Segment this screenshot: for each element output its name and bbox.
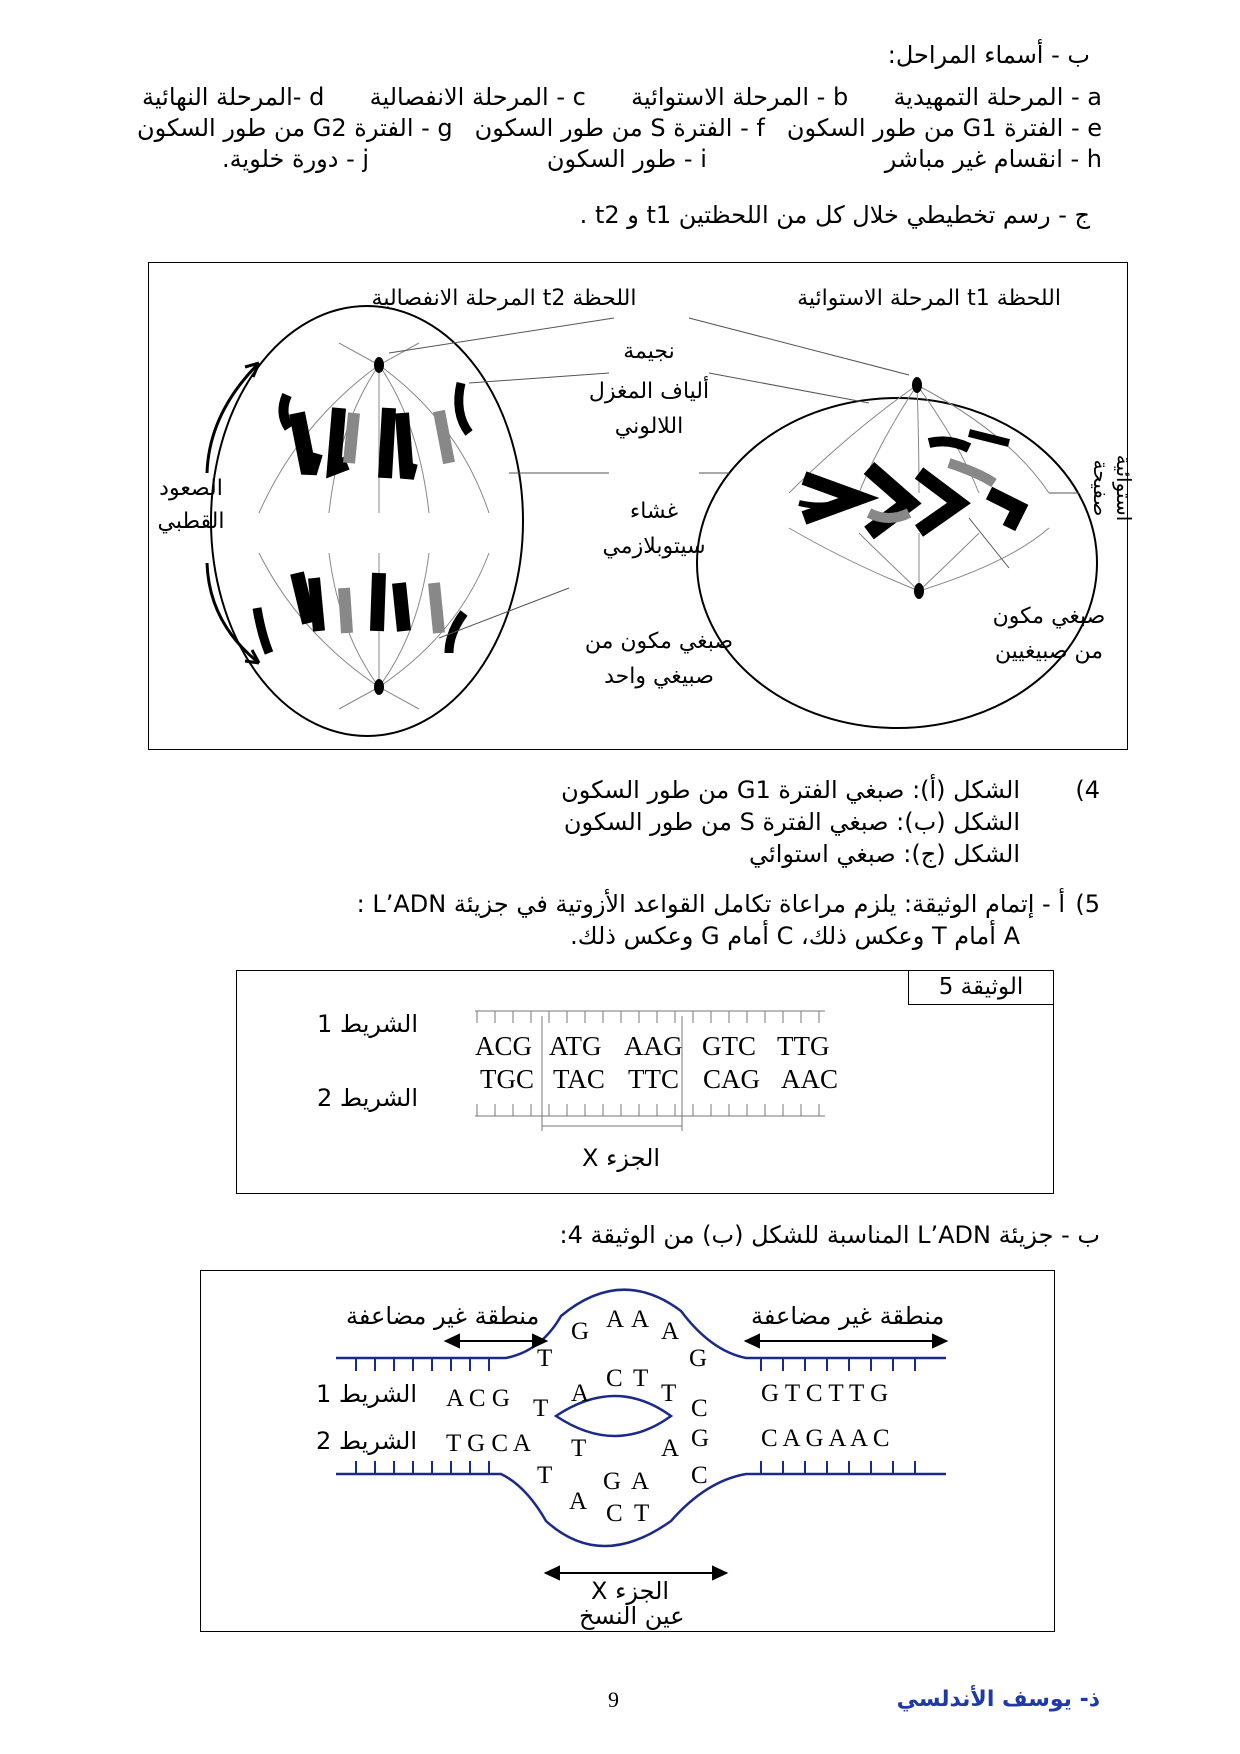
bubble-base: C — [691, 1462, 708, 1489]
document5-title: الوثيقة 5 — [908, 971, 1053, 1005]
anaphase-chromosomes-top — [283, 383, 469, 478]
bubble-base: A — [606, 1306, 625, 1333]
phases-row-1 — [142, 82, 1102, 112]
metaphase-chromosomes — [799, 433, 1019, 533]
anaphase-cell — [211, 306, 523, 736]
bubble-base: A — [631, 1468, 650, 1495]
bubble-base: C — [606, 1500, 623, 1527]
diagram-heading: ج - رسم تخطيطي خلال كل من اللحظتين t1 و t2 . — [579, 201, 1090, 229]
bubble-base: G — [691, 1425, 710, 1452]
strand2-left: T G C A — [446, 1430, 531, 1457]
strand2-right: C A G A A C — [761, 1425, 890, 1452]
doc5-strand1-sequence — [475, 1031, 829, 1061]
centriole-top — [374, 357, 384, 373]
bubble-bases — [533, 1306, 709, 1527]
centriole-bottom — [374, 679, 384, 695]
section4-number: 4) — [1075, 776, 1100, 804]
bubble-base: C — [691, 1395, 708, 1422]
metaphase-centriole-top — [912, 377, 922, 393]
eye-label: عين النسخ — [579, 1602, 685, 1630]
phase-j: j - دورة خلوية. — [222, 145, 370, 173]
label-spindle-1: ألياف المغزل — [588, 379, 710, 404]
section4-line2: الشكل (ب): صبغي الفترة S من طور السكون — [563, 808, 1020, 836]
region-right-label: منطقة غير مضاعفة — [751, 1302, 945, 1330]
doc5-s2-codon: CAG — [703, 1064, 761, 1094]
phase-d: d -المرحلة النهائية — [142, 83, 325, 111]
phase-f: f - الفترة S من طور السكون — [474, 114, 765, 142]
fig3-part-label: الجزء X — [591, 1577, 670, 1605]
label-double-1: صبغي مكون — [992, 604, 1106, 629]
bubble-base: T — [537, 1462, 553, 1489]
doc5-s1-codon: TTG — [777, 1031, 830, 1061]
strand1-left: A C G — [446, 1385, 510, 1412]
fig3-strand1-label: الشريط 1 — [316, 1380, 418, 1408]
bubble-base: A — [631, 1306, 650, 1333]
doc5-part-label: الجزء X — [582, 1144, 661, 1172]
mitosis-svg — [149, 263, 1136, 749]
doc5-s1-codon: AAG — [624, 1031, 683, 1061]
bubble-base: T — [661, 1380, 677, 1407]
label-membrane-1: غشاء — [629, 499, 679, 524]
bubble-base: T — [634, 1500, 650, 1527]
phase-c: c - المرحلة الانفصالية — [369, 83, 586, 111]
doc5-strand2-sequence — [480, 1064, 838, 1094]
strand1-right: G T C T T G — [761, 1380, 889, 1407]
label-single-1: صبغي مكون من — [584, 629, 734, 654]
label-spindle-2: اللالوني — [614, 414, 684, 439]
label-double-2: من صبيغيين — [994, 639, 1104, 664]
label-polar-1: الصعود — [159, 476, 223, 501]
mitosis-figure — [148, 262, 1136, 750]
label-membrane-2: سيتوبلازمي — [602, 534, 706, 559]
bubble-base: G — [603, 1468, 622, 1495]
document5-box — [236, 970, 1054, 1194]
bubble-base: G — [689, 1345, 708, 1372]
phases-row-2 — [137, 113, 1102, 143]
author: ذ- يوسف الأندلسي — [896, 1687, 1100, 1712]
doc5-s2-codon: TGC — [480, 1064, 534, 1094]
doc5-strand2-label: الشريط 2 — [317, 1084, 419, 1112]
doc5-strand1-label: الشريط 1 — [317, 1010, 419, 1038]
doc5-s1-codon: ACG — [475, 1031, 533, 1061]
phase-i: i - طور السكون — [546, 145, 707, 173]
phases-heading: ب - أسماء المراحل: — [887, 41, 1090, 69]
doc5-s2-codon: AAC — [781, 1064, 839, 1094]
label-plate-2: استوائية — [1112, 454, 1136, 522]
phase-h: h - انقسام غير مباشر — [884, 145, 1102, 173]
phase-e: e - الفترة G1 من طور السكون — [786, 114, 1102, 142]
doc5-s2-codon: TAC — [553, 1064, 605, 1094]
title-t2: اللحظة t2 المرحلة الانفصالية — [371, 286, 637, 311]
bubble-base: A — [569, 1488, 588, 1515]
section5-number: 5) — [1075, 890, 1100, 918]
doc5-s1-codon: ATG — [549, 1031, 602, 1061]
phases-row-3 — [222, 144, 1102, 174]
doc5-s2-codon: TTC — [628, 1064, 679, 1094]
metaphase-centriole-bottom — [914, 583, 924, 599]
dna-heading: ب - جزيئة L’ADN المناسبة للشكل (ب) من الوثيقة 4: — [559, 1221, 1100, 1249]
bubble-base: G — [571, 1318, 590, 1345]
title-t1: اللحظة t1 المرحلة الاستوائية — [797, 286, 1061, 311]
bubble-base: T — [537, 1345, 553, 1372]
phase-b: b - المرحلة الاستوائية — [631, 83, 849, 111]
region-left-label: منطقة غير مضاعفة — [346, 1302, 540, 1330]
page-number: 9 — [608, 1687, 619, 1712]
anaphase-chromosomes-bottom — [257, 573, 464, 653]
phase-g: g - الفترة G2 من طور السكون — [137, 114, 453, 142]
section4-line1: الشكل (أ): صبغي الفترة G1 من طور السكون — [561, 776, 1020, 804]
label-polar-2: القطبي — [157, 509, 225, 534]
bubble-base: T — [571, 1435, 587, 1462]
label-single-2: صبيغي واحد — [604, 664, 714, 689]
metaphase-cell — [697, 398, 1097, 728]
bubble-base: T — [533, 1395, 549, 1422]
bubble-base: C — [606, 1365, 623, 1392]
section5-line1: أ - إتمام الوثيقة: يلزم مراعاة تكامل القواعد الأزوتية في جزيئة L’ADN : — [356, 890, 1065, 918]
bubble-base: A — [661, 1318, 680, 1345]
label-centriole: نجيمة — [623, 339, 675, 364]
section4-line3: الشكل (ج): صبغي استوائي — [749, 840, 1020, 868]
section5-line2: A أمام T وعكس ذلك، C أمام G وعكس ذلك. — [570, 922, 1020, 950]
phase-a: a - المرحلة التمهيدية — [893, 83, 1102, 111]
bubble-base: A — [571, 1380, 590, 1407]
fig3-strand2-label: الشريط 2 — [316, 1427, 418, 1455]
doc5-s1-codon: GTC — [702, 1031, 756, 1061]
bubble-base: T — [633, 1365, 649, 1392]
bubble-base: A — [661, 1435, 680, 1462]
label-plate-1: صفيحة — [1089, 459, 1113, 517]
replication-figure — [200, 1270, 1055, 1632]
